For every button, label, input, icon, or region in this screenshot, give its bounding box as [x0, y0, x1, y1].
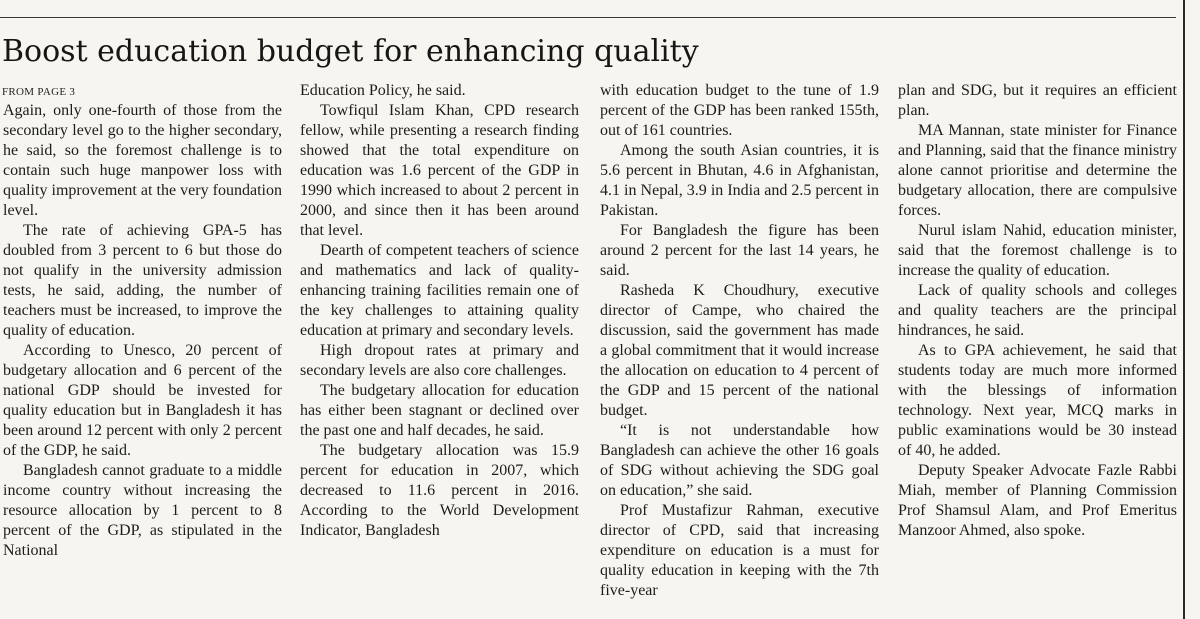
paragraph: with education budget to the tune of 1.9 percent of the GDP has been ranked 155th, out of 161 countries. [600, 82, 879, 139]
article-column-4 [898, 81, 1177, 541]
paragraph: Prof Mustafizur Rahman, executive director of CPD, said that increasing expenditure on education is a must for quality education in keeping with the 7th five-year [600, 502, 879, 599]
paragraph: Nurul islam Nahid, education minister, said that the foremost challenge is to increase the quality of education. [898, 222, 1177, 279]
continuation-kicker: FROM PAGE 3 [2, 86, 76, 98]
article-column-1 [3, 101, 282, 561]
paragraph: “It is not understandable how Bangladesh can achieve the other 16 goals of SDG without achieving the SDG goal on education,” she said. [600, 422, 879, 499]
headline: Boost education budget for enhancing quality [2, 34, 699, 69]
paragraph: The budgetary allocation was 15.9 percent for education in 2007, which decreased to 11.6 percent in 2016. According to the World Development Indicator, Bangladesh [300, 442, 579, 539]
article-column-2 [300, 81, 579, 541]
paragraph: Education Policy, he said. [300, 82, 466, 99]
paragraph: plan and SDG, but it requires an efficient plan. [898, 82, 1177, 119]
paragraph: For Bangladesh the figure has been around 2 percent for the last 14 years, he said. [600, 222, 879, 279]
paragraph: Towfiqul Islam Khan, CPD research fellow, while presenting a research finding showed that the total expenditure on education was 1.6 percent of the GDP in 1990 which increased to about 2 percent in 2000, and since then it has been around that level. [300, 102, 579, 239]
top-rule [0, 17, 1176, 18]
paragraph: The budgetary allocation for education has either been stagnant or declined over the past one and half decades, he said. [300, 382, 579, 439]
paragraph: Again, only one-fourth of those from the secondary level go to the higher secondary, he said, so the foremost challenge is to contain such huge manpower loss with quality improvement at the very foundation level. [3, 102, 282, 219]
paragraph: MA Mannan, state minister for Finance and Planning, said that the finance ministry alone cannot prioritise and determine the budgetary allocation, there are compulsive forces. [898, 122, 1177, 219]
paragraph: Among the south Asian countries, it is 5.6 percent in Bhutan, 4.6 in Afghanistan, 4.1 in Nepal, 3.9 in India and 2.5 percent in Pakistan. [600, 142, 879, 219]
paragraph: Lack of quality schools and colleges and quality teachers are the principal hindrances, he said. [898, 282, 1177, 339]
paragraph: As to GPA achievement, he said that students today are much more informed with the blessings of information technology. Next year, MCQ marks in public examinations would be 30 instead of 40, he added. [898, 342, 1177, 459]
paragraph: Deputy Speaker Advocate Fazle Rabbi Miah, member of Planning Commission Prof Shamsul Alam, and Prof Emeritus Manzoor Ahmed, also spoke. [898, 462, 1177, 539]
paragraph: Rasheda K Choudhury, executive director of Campe, who chaired the discussion, said the government has made a global commitment that it would increase the allocation on education to 4 percent of the GDP and 15 percent of the national budget. [600, 282, 879, 419]
paragraph: Dearth of competent teachers of science and mathematics and lack of quality-enhancing training facilities remain one of the key challenges to attaining quality education at primary and secondary levels. [300, 242, 579, 339]
paragraph: High dropout rates at primary and secondary levels are also core challenges. [300, 342, 579, 379]
paragraph: The rate of achieving GPA-5 has doubled from 3 percent to 6 but those do not qualify in the university admission tests, he said, adding, the number of teachers must be increased, to improve the quality of education. [3, 222, 282, 339]
paragraph: Bangladesh cannot graduate to a middle income country without increasing the resource allocation by 1 percent to 8 percent of the GDP, as stipulated in the National [3, 462, 282, 559]
paragraph: According to Unesco, 20 percent of budgetary allocation and 6 percent of the national GDP should be invested for quality education but in Bangladesh it has been around 12 percent with only 2 percent of the GDP, he said. [3, 342, 282, 459]
right-column-rule [1183, 0, 1185, 619]
article-column-3 [600, 81, 879, 601]
